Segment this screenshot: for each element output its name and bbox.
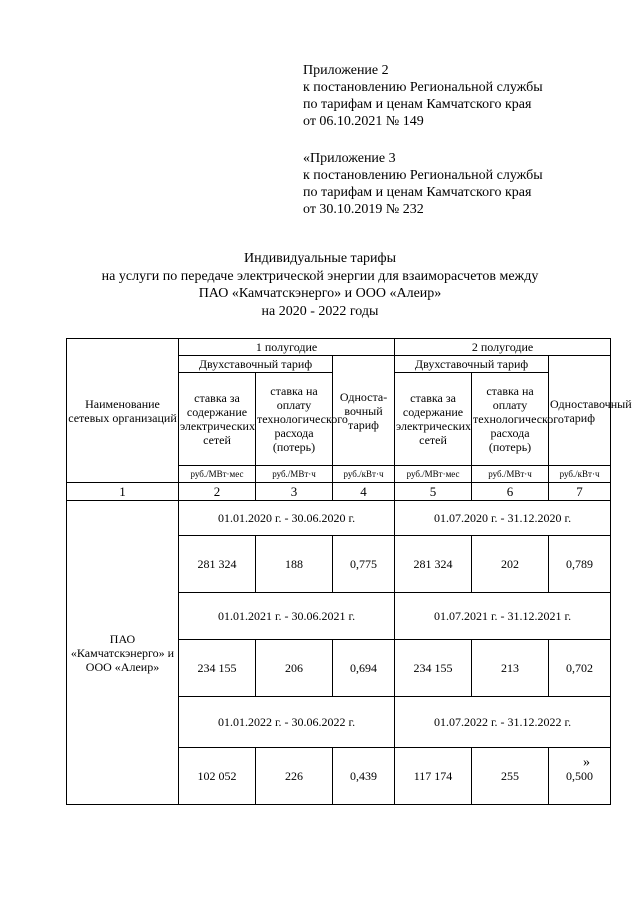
period-h1: 01.01.2022 г. - 30.06.2022 г. <box>179 697 395 748</box>
unit-label: руб./МВт·мес <box>395 466 472 483</box>
document-title <box>0 250 640 320</box>
tariff-value: 0,439 <box>333 748 395 805</box>
column-number: 1 <box>67 483 179 501</box>
unit-label: руб./МВт·ч <box>472 466 549 483</box>
appendix-line: к постановлению Региональной службы <box>303 80 543 95</box>
appendix-line: от 06.10.2021 № 149 <box>303 114 424 129</box>
single-rate-header-h2: Одноставочный тариф <box>549 356 611 466</box>
appendix-line: от 30.10.2019 № 232 <box>303 202 424 217</box>
appendix-line: по тарифам и ценам Камчатского края <box>303 185 532 200</box>
tariff-value: 0,775 <box>333 536 395 593</box>
tariff-value: 102 052 <box>179 748 256 805</box>
org-header: Наименование сетевых организаций <box>67 339 179 483</box>
column-number: 2 <box>179 483 256 501</box>
two-rate-header-h2: Двухставочный тариф <box>395 356 549 373</box>
tariff-value: 206 <box>256 640 333 697</box>
appendix-2-reference <box>303 62 543 130</box>
tariff-value: 202 <box>472 536 549 593</box>
title-line: Индивидуальные тарифы <box>243 251 397 266</box>
period-h1: 01.01.2020 г. - 30.06.2020 г. <box>179 501 395 536</box>
appendix-3-reference <box>303 150 543 218</box>
two-rate-header-h1: Двухставочный тариф <box>179 356 333 373</box>
tariff-value: 0,702 <box>549 640 611 697</box>
tariff-value: 0,789 <box>549 536 611 593</box>
tariff-value: 281 324 <box>179 536 256 593</box>
half1-header: 1 полугодие <box>179 339 395 356</box>
column-number: 5 <box>395 483 472 501</box>
column-number: 6 <box>472 483 549 501</box>
tariff-value: 188 <box>256 536 333 593</box>
tariff-value: 0,694 <box>333 640 395 697</box>
appendix-line: «Приложение 3 <box>303 151 396 166</box>
unit-label: руб./кВт·ч <box>333 466 395 483</box>
tariff-value: 281 324 <box>395 536 472 593</box>
period-h1: 01.01.2021 г. - 30.06.2021 г. <box>179 593 395 640</box>
organization-name: ПАО «Камчатскэнерго» и ООО «Алеир» <box>67 501 179 805</box>
tariff-value: 255 <box>472 748 549 805</box>
tariff-value: 117 174 <box>395 748 472 805</box>
tariff-value: 0,500 <box>549 748 611 805</box>
tariff-value: 234 155 <box>395 640 472 697</box>
loss-rate-header-h2: ставка на оплату технологического расхода (потерь) <box>472 373 549 466</box>
unit-label: руб./МВт·мес <box>179 466 256 483</box>
appendix-line: Приложение 2 <box>303 63 389 78</box>
maintenance-rate-header-h1: ставка за содержание электрических сетей <box>179 373 256 466</box>
maintenance-rate-header-h2: ставка за содержание электрических сетей <box>395 373 472 466</box>
period-h2: 01.07.2022 г. - 31.12.2022 г. <box>395 697 611 748</box>
title-line: ПАО «Камчатскэнерго» и ООО «Алеир» <box>198 286 442 301</box>
closing-quote: » <box>583 755 590 770</box>
tariff-value: 226 <box>256 748 333 805</box>
tariff-table <box>66 338 632 805</box>
period-h2: 01.07.2020 г. - 31.12.2020 г. <box>395 501 611 536</box>
tariff-value: 234 155 <box>179 640 256 697</box>
period-h2: 01.07.2021 г. - 31.12.2021 г. <box>395 593 611 640</box>
unit-label: руб./МВт·ч <box>256 466 333 483</box>
column-number: 3 <box>256 483 333 501</box>
appendix-line: по тарифам и ценам Камчатского края <box>303 97 532 112</box>
column-number: 7 <box>549 483 611 501</box>
tariff-value: 213 <box>472 640 549 697</box>
loss-rate-header-h1: ставка на оплату технологического расхода (потерь) <box>256 373 333 466</box>
half2-header: 2 полугодие <box>395 339 611 356</box>
single-rate-header-h1: Односта-вочный тариф <box>333 356 395 466</box>
title-line: на услуги по передаче электрической энергии для взаиморасчетов между <box>101 268 539 284</box>
unit-label: руб./кВт·ч <box>549 466 611 483</box>
column-number: 4 <box>333 483 395 501</box>
appendix-line: к постановлению Региональной службы <box>303 168 543 183</box>
title-line: на 2020 - 2022 годы <box>261 303 379 319</box>
